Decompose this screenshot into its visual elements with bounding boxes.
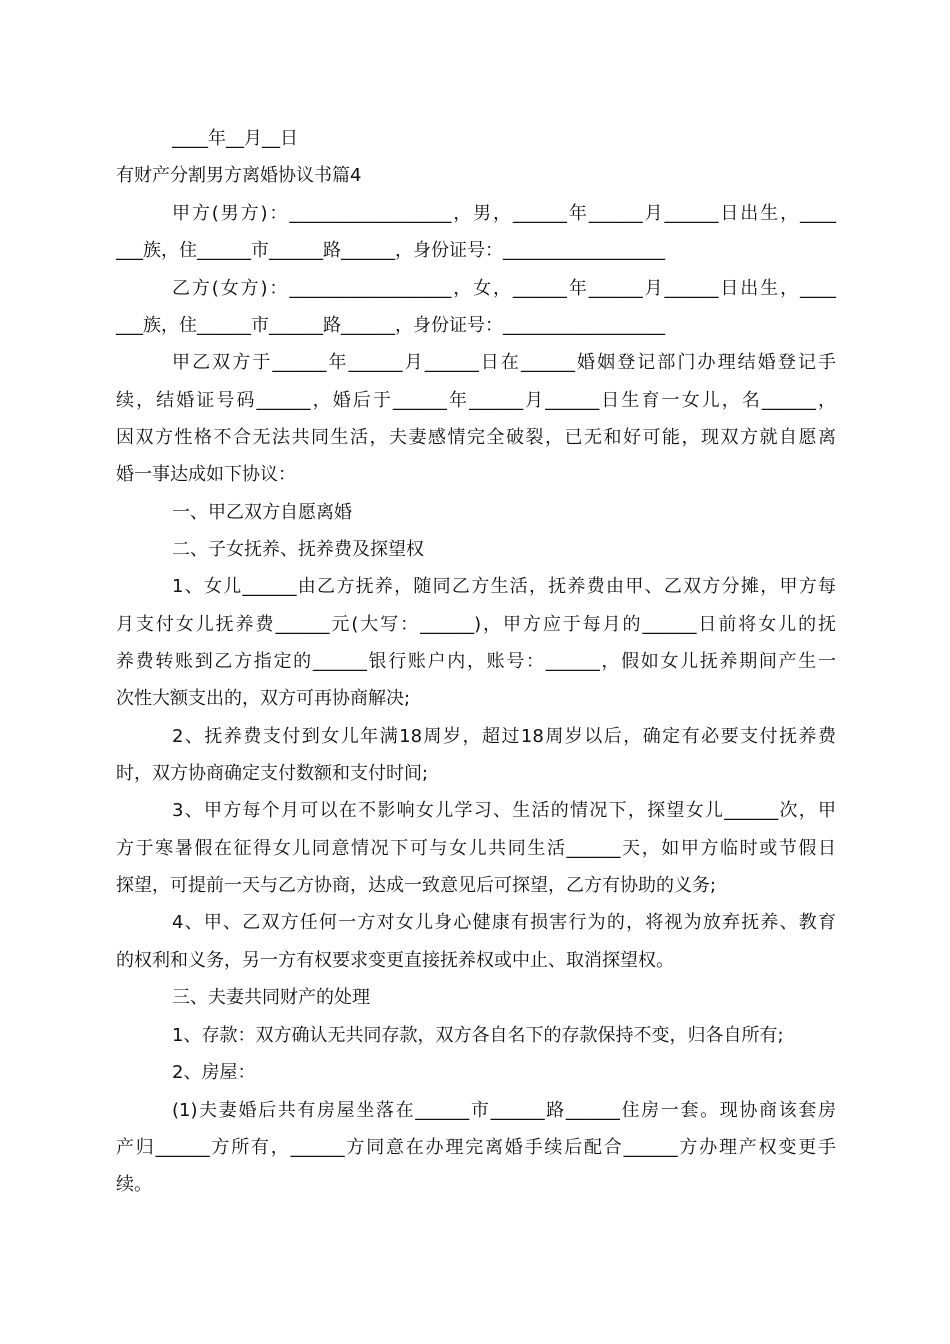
- date-line: ____年__月__日: [172, 128, 298, 149]
- party-b-line-2: ___族，住______市______路______，身份证号：__________________: [116, 315, 665, 336]
- party-a-line-1: 甲方(男方)：__________________，男，______年______月______日出生，____: [172, 203, 836, 224]
- document-title: 有财产分割男方离婚协议书篇4: [116, 165, 362, 186]
- item-2-1-line-4: 次性大额支出的，双方可再协商解决;: [116, 688, 411, 709]
- party-a-line-2: ___族，住______市______路______，身份证号：__________________: [116, 240, 665, 261]
- section-3-heading: 三、夫妻共同财产的处理: [172, 987, 370, 1008]
- item-3-2-1-line-3: 续。: [116, 1174, 152, 1195]
- item-2-2-line-2: 时，双方协商确定支付数额和支付时间;: [116, 763, 429, 784]
- item-2-2-line-1: 2、抚养费支付到女儿年满18周岁，超过18周岁以后，确定有必要支付抚养费: [172, 726, 836, 747]
- section-1-heading: 一、甲乙双方自愿离婚: [172, 502, 352, 523]
- party-b-line-1: 乙方(女方)：__________________，女，______年______月______日出生，____: [172, 278, 836, 299]
- item-3-2-heading: 2、房屋：: [172, 1062, 256, 1083]
- item-3-2-1-line-2: 产归______方所有，______方同意在办理完离婚手续后配合______方办理产权变更手: [116, 1137, 836, 1158]
- intro-line-3: 因双方性格不合无法共同生活，夫妻感情完全破裂，已无和好可能，现双方就自愿离: [116, 427, 836, 448]
- section-2-heading: 二、子女抚养、抚养费及探望权: [172, 539, 424, 560]
- item-2-4-line-1: 4、甲、乙双方任何一方对女儿身心健康有损害行为的，将视为放弃抚养、教育: [172, 912, 836, 933]
- intro-line-2: 续，结婚证号码______，婚后于______年______月______日生育一女儿，名______，: [116, 390, 836, 411]
- intro-line-4: 婚一事达成如下协议：: [116, 464, 296, 485]
- item-2-3-line-1: 3、甲方每个月可以在不影响女儿学习、生活的情况下，探望女儿______次，甲: [172, 800, 836, 821]
- item-2-1-line-3: 养费转账到乙方指定的______银行账户内，账号：______，假如女儿抚养期间产生一: [116, 651, 836, 672]
- item-2-3-line-3: 探望，可提前一天与乙方协商，达成一致意见后可探望，乙方有协助的义务;: [116, 875, 717, 896]
- item-2-3-line-2: 方于寒暑假在征得女儿同意情况下可与女儿共同生活______天，如甲方临时或节假日: [116, 838, 836, 859]
- item-3-1: 1、存款：双方确认无共同存款，双方各自名下的存款保持不变，归各自所有;: [172, 1025, 784, 1046]
- intro-line-1: 甲乙双方于______年______月______日在______婚姻登记部门办理结婚登记手: [172, 352, 836, 373]
- item-2-1-line-1: 1、女儿______由乙方抚养，随同乙方生活，抚养费由甲、乙双方分摊，甲方每: [172, 576, 836, 597]
- item-2-1-line-2: 月支付女儿抚养费______元(大写：______)，甲方应于每月的______日前将女儿的抚: [116, 614, 836, 635]
- item-3-2-1-line-1: (1)夫妻婚后共有房屋坐落在______市______路______住房一套。现协商该套房: [172, 1100, 836, 1121]
- item-2-4-line-2: 的权利和义务，另一方有权要求变更直接抚养权或中止、取消探望权。: [116, 950, 674, 971]
